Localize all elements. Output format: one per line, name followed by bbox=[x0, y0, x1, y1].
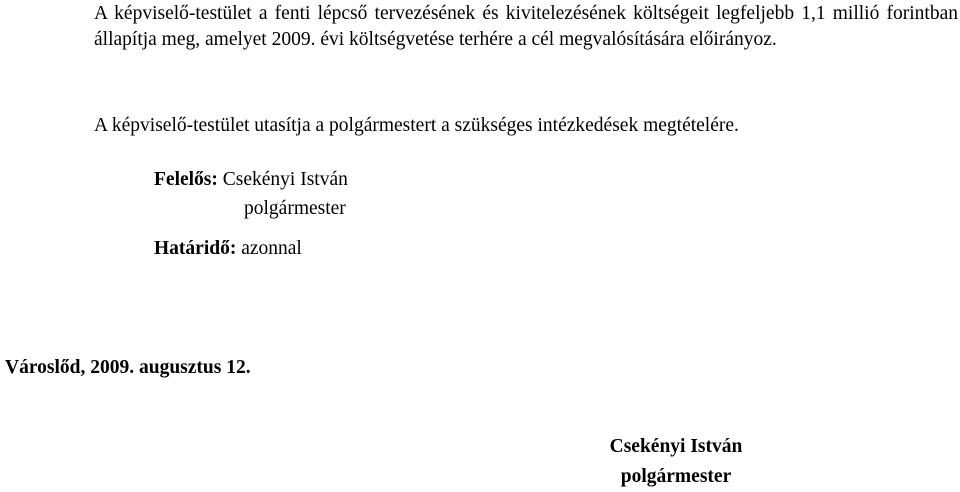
place-and-date: Városlőd, 2009. augusztus 12. bbox=[5, 357, 251, 378]
signature-title: polgármester bbox=[620, 466, 732, 487]
resolution-paragraph-1: A képviselő-testület a fenti lépcső tervezésének és kivitelezésének költségeit legfeljebb 1,1 millió forintban állapítja meg, amelyet 2009. évi költségvetése terhére a cél megvalósítására előirányoz. bbox=[94, 3, 958, 50]
deadline-value: azonnal bbox=[241, 238, 302, 259]
signature-name: Csekényi István bbox=[609, 436, 743, 457]
deadline-label: Határidő: bbox=[154, 238, 237, 259]
resolution-paragraph-2: A képviselő-testület utasítja a polgármestert a szükséges intézkedések megtételére. bbox=[94, 115, 739, 136]
responsible-title: polgármester bbox=[244, 198, 346, 219]
deadline-line bbox=[154, 234, 302, 264]
responsible-label: Felelős: bbox=[154, 169, 218, 190]
signature-block bbox=[560, 432, 792, 492]
responsible-line bbox=[154, 165, 348, 195]
responsible-name: Csekényi István bbox=[222, 169, 348, 190]
